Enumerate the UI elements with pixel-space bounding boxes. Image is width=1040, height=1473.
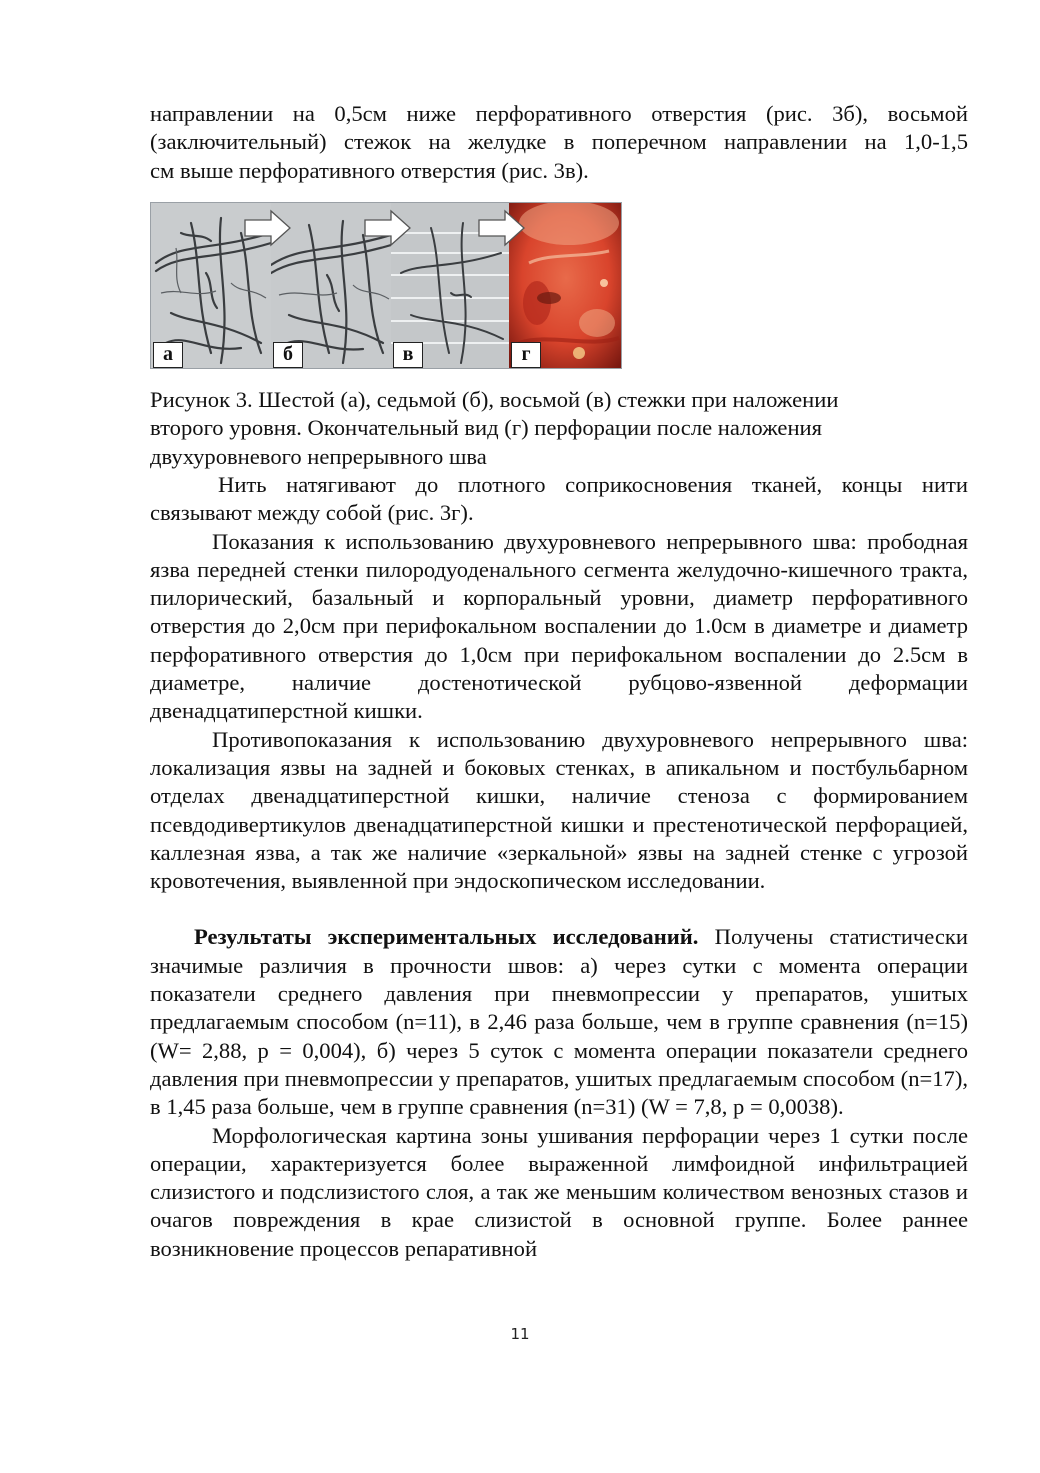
body-text xyxy=(150,471,968,1263)
figure-label-b: б xyxy=(273,342,303,368)
arrow-right-icon xyxy=(243,208,293,248)
arrow-right-icon xyxy=(363,208,413,248)
results-body: Получены статистически значимые различия в прочности швов: а) через сутки с момента операции показатели среднего давления при пневмопрессии у препаратов, ушитых предлагаемым способом (n=11), в 2,46 раза больше, чем в группе сравнения (n=15) (W= 2,88, p = 0,004), б) через 5 суток с момента операции показатели среднего давления при пневмопрессии у препаратов, ушитых предлагаемым способом (n=17), в 1,45 раза больше, чем в группе сравнения (n=31) (W = 7,8, p = 0,0038). xyxy=(150,924,968,1120)
figure-caption xyxy=(150,386,910,471)
figure-label-d: г xyxy=(511,342,541,368)
figure-label-c: в xyxy=(393,342,423,368)
figure-3 xyxy=(150,202,622,369)
caption-line: второго уровня. Окончательный вид (г) перфорации после наложения xyxy=(150,415,823,441)
figure-label-a: а xyxy=(153,342,183,368)
paragraph-results xyxy=(150,923,968,1121)
blank-line xyxy=(150,895,968,923)
paragraph-contraindications: Противопоказания к использованию двухуровневого непрерывного шва: локализация язвы на задней и боковых стенках, в апикальном и постбульбарном отделах двенадцатиперстной кишки, наличие стеноза с формированием псевдодивертикулов двенадцатиперстной кишки и престенотической перфорацией, каллезная язва, а так же наличие «зеркальной» язвы на задней стенке с угрозой кровотечения, выявленной при эндоскопическом исследовании. xyxy=(150,726,968,894)
results-heading: Результаты экспериментальных исследований. xyxy=(194,924,699,950)
top-paragraph xyxy=(150,100,968,185)
top-paragraph-line: направлении на 0,5см ниже перфоративного отверстия (рис. 3б), восьмой xyxy=(150,101,968,126)
arrow-right-icon xyxy=(477,208,527,248)
top-paragraph-line: см выше перфоративного отверстия (рис. 3в). xyxy=(150,157,589,183)
top-paragraph-line: (заключительный) стежок на желудке в поперечном направлении на 1,0-1,5 xyxy=(150,129,968,155)
paragraph-thread: Нить натягивают до плотного соприкосновения тканей, концы нити связывают между собой (рис. 3г). xyxy=(150,472,968,526)
page-number: 11 xyxy=(510,1325,530,1343)
caption-line: двухуровневого непрерывного шва xyxy=(150,443,487,469)
caption-line: Рисунок 3. Шестой (а), седьмой (б), восьмой (в) стежки при наложении xyxy=(150,387,839,412)
paragraph-morphology: Морфологическая картина зоны ушивания перфорации через 1 сутки после операции, характеризуется более выраженной лимфоидной инфильтрацией слизистого и подслизистого слоя, а так же меньшим количеством венозных стазов и очагов повреждения в крае слизистой в основной группе. Более раннее возникновение процессов репаративной xyxy=(150,1122,968,1261)
paragraph-indications: Показания к использованию двухуровневого непрерывного шва: прободная язва передней стенки пилородуоденального сегмента желудочно-кишечного тракта, пилорический, базальный и корпоральный уровни, диаметр перфоративного отверстия до 2,0см при перифокальном воспалении до 1.0см в диаметре и диаметр перфоративного отверстия до 1,0см при перифокальном воспалении до 2.5см в диаметре, наличие достенотической рубцово-язвенной деформации двенадцатиперстной кишки. xyxy=(150,528,968,724)
